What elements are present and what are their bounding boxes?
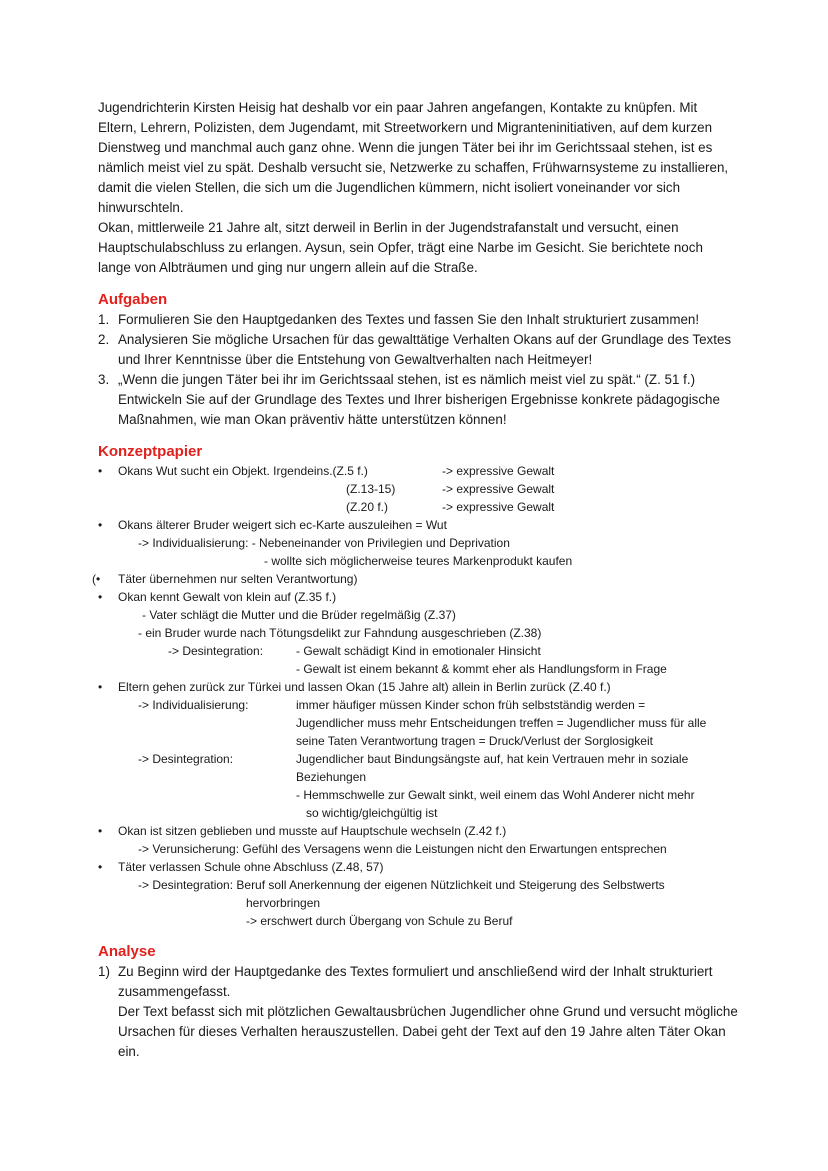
row-ref: (Z.20 f.) [346, 500, 389, 514]
konzept-row [98, 480, 738, 498]
row-label: -> Individualisierung: [138, 698, 249, 712]
row-arrow-text: -> expressive Gewalt [442, 482, 555, 496]
konzept-row [98, 894, 738, 912]
item-number: 1) [98, 964, 110, 979]
row-text: seine Taten Verantwortung tragen = Druck/Verlust der Sorglosigkeit [296, 734, 653, 748]
row-text: Okans Wut sucht ein Objekt. Irgendeins.(Z.5 f.) [118, 464, 368, 478]
row-text: Jugendlicher muss mehr Entscheidungen treffen = Jugendlicher muss für alle [296, 716, 707, 730]
bullet: • [98, 680, 103, 694]
row-text: Täter verlassen Schule ohne Abschluss (Z.48, 57) [118, 860, 384, 874]
konzept-row [98, 714, 738, 732]
konzept-row [98, 642, 738, 660]
row-arrow-text: -> expressive Gewalt [442, 464, 555, 478]
item-text: „Wenn die jungen Täter bei ihr im Gerichtssaal stehen, ist es nämlich meist viel zu spät.“ (Z. 51 f.) Entwickeln Sie auf der Grundlage des Textes und Ihrer bisherigen Ergebnisse konkrete pädagogische Maßnahmen, wie man Okan präventiv hätte unterstützen können! [118, 372, 720, 427]
konzept-heading: Konzeptpapier [98, 443, 203, 460]
row-text: - ein Bruder wurde nach Tötungsdelikt zur Fahndung ausgeschrieben (Z.38) [138, 626, 542, 640]
row-label: -> Desintegration: [168, 644, 264, 658]
konzept-row [98, 606, 738, 624]
bullet: • [98, 590, 103, 604]
bullet: • [98, 464, 103, 478]
analyse-list [98, 962, 738, 1062]
analyse-paragraph-1: Zu Beginn wird der Hauptgedanke des Textes formuliert und anschließend wird der Inhalt strukturiert zusammengefasst. [118, 964, 713, 999]
row-arrow-text: -> expressive Gewalt [442, 500, 555, 514]
row-text: -> Individualisierung: - Nebeneinander von Privilegien und Deprivation [138, 536, 510, 550]
aufgaben-section [98, 290, 738, 430]
analyse-section [98, 942, 738, 1062]
intro-paragraph-2: Okan, mittlerweile 21 Jahre alt, sitzt derweil in Berlin in der Jugendstrafanstalt und versucht, einen Hauptschulabschluss zu erlangen. Aysun, sein Opfer, trägt eine Narbe im Gesicht. Sie berichtete noch lange von Albträumen und ging nur ungern allein auf die Straße. [98, 220, 703, 275]
konzept-row [98, 750, 738, 768]
row-text: so wichtig/gleichgültig ist [306, 806, 438, 820]
list-item [98, 330, 738, 370]
row-text: -> Desintegration: Beruf soll Anerkennung der eigenen Nützlichkeit und Steigerung des Selbstwerts [138, 878, 665, 892]
row-ref: (Z.13-15) [346, 482, 396, 496]
konzept-row [98, 768, 738, 786]
row-text: Eltern gehen zurück zur Türkei und lassen Okan (15 Jahre alt) allein in Berlin zurück (Z.40 f.) [118, 680, 611, 694]
list-item [98, 370, 738, 430]
konzept-row [98, 804, 738, 822]
item-number: 1. [98, 312, 110, 327]
row-text: - Vater schlägt die Mutter und die Brüder regelmäßig (Z.37) [142, 608, 456, 622]
row-text: - Hemmschwelle zur Gewalt sinkt, weil einem das Wohl Anderer nicht mehr [296, 788, 695, 802]
konzept-row [98, 840, 738, 858]
konzept-row [98, 696, 738, 714]
konzept-row [98, 876, 738, 894]
item-number: 3. [98, 372, 110, 387]
konzept-row [98, 678, 738, 696]
row-text: hervorbringen [246, 896, 321, 910]
row-label: -> Desintegration: [138, 752, 234, 766]
analyse-heading: Analyse [98, 943, 156, 960]
aufgaben-list [98, 310, 738, 430]
analyse-paragraph-2: Der Text befasst sich mit plötzlichen Gewaltausbrüchen Jugendlicher ohne Grund und versucht mögliche Ursachen für dieses Verhalten herauszustellen. Dabei geht der Text auf den 19 Jahre alten Täter Okan ein. [118, 1004, 738, 1059]
row-text: Okan kennt Gewalt von klein auf (Z.35 f.) [118, 590, 337, 604]
item-number: 2. [98, 332, 110, 347]
row-text: Beziehungen [296, 770, 367, 784]
konzept-row [98, 552, 738, 570]
konzept-section [92, 442, 738, 930]
konzept-row [98, 660, 738, 678]
item-text: Analysieren Sie mögliche Ursachen für das gewalttätige Verhalten Okans auf der Grundlage des Textes und Ihrer Kenntnisse über die Entstehung von Gewaltverhalten nach Heitmeyer! [118, 332, 732, 367]
bullet: • [98, 860, 103, 874]
bullet: • [98, 824, 103, 838]
konzept-row [98, 732, 738, 750]
row-text: Okans älterer Bruder weigert sich ec-Karte auszuleihen = Wut [118, 518, 447, 532]
row-text: -> Verunsicherung: Gefühl des Versagens wenn die Leistungen nicht den Erwartungen entsprechen [138, 842, 667, 856]
konzept-row [98, 516, 738, 534]
intro-text [98, 98, 738, 278]
konzept-row [98, 498, 738, 516]
row-text: Täter übernehmen nur selten Verantwortung) [118, 572, 358, 586]
konzept-row [98, 786, 738, 804]
item-text: Formulieren Sie den Hauptgedanken des Textes und fassen Sie den Inhalt strukturiert zusammen! [118, 312, 700, 327]
konzept-row [98, 912, 738, 930]
row-text: - Gewalt ist einem bekannt & kommt eher als Handlungsform in Frage [296, 662, 667, 676]
konzept-row [98, 534, 738, 552]
aufgaben-heading: Aufgaben [98, 291, 168, 308]
konzept-row [98, 624, 738, 642]
row-text: immer häufiger müssen Kinder schon früh selbstständig werden = [296, 698, 646, 712]
bullet: • [98, 518, 103, 532]
list-item [98, 962, 738, 1062]
bullet: (• [92, 572, 101, 586]
row-text: Jugendlicher baut Bindungsängste auf, hat kein Vertrauen mehr in soziale [296, 752, 689, 766]
row-text: -> erschwert durch Übergang von Schule zu Beruf [246, 914, 513, 928]
intro-paragraph-1: Jugendrichterin Kirsten Heisig hat deshalb vor ein paar Jahren angefangen, Kontakte zu knüpfen. Mit Eltern, Lehrern, Polizisten, dem Jugendamt, mit Streetworkern und Migranteninitiativen, auf dem kurzen Dienstweg und manchmal auch ganz ohne. Wenn die jungen Täter bei ihr im Gerichtssaal stehen, ist es nämlich meist viel zu spät. Deshalb versucht sie, Netzwerke zu schaffen, Frühwarnsysteme zu installieren, damit die vielen Stellen, die sich um die Jugendlichen kümmern, nicht isoliert voneinander vor sich hinwurschteln. [98, 100, 729, 215]
konzept-row [98, 822, 738, 840]
list-item [98, 310, 738, 330]
konzept-row [98, 462, 738, 480]
row-text: - wollte sich möglicherweise teures Markenprodukt kaufen [264, 554, 573, 568]
document-page [92, 98, 738, 1062]
row-text: - Gewalt schädigt Kind in emotionaler Hinsicht [296, 644, 541, 658]
row-text: Okan ist sitzen geblieben und musste auf Hauptschule wechseln (Z.42 f.) [118, 824, 507, 838]
konzept-row [92, 570, 738, 588]
konzept-row [98, 588, 738, 606]
konzept-row [98, 858, 738, 876]
